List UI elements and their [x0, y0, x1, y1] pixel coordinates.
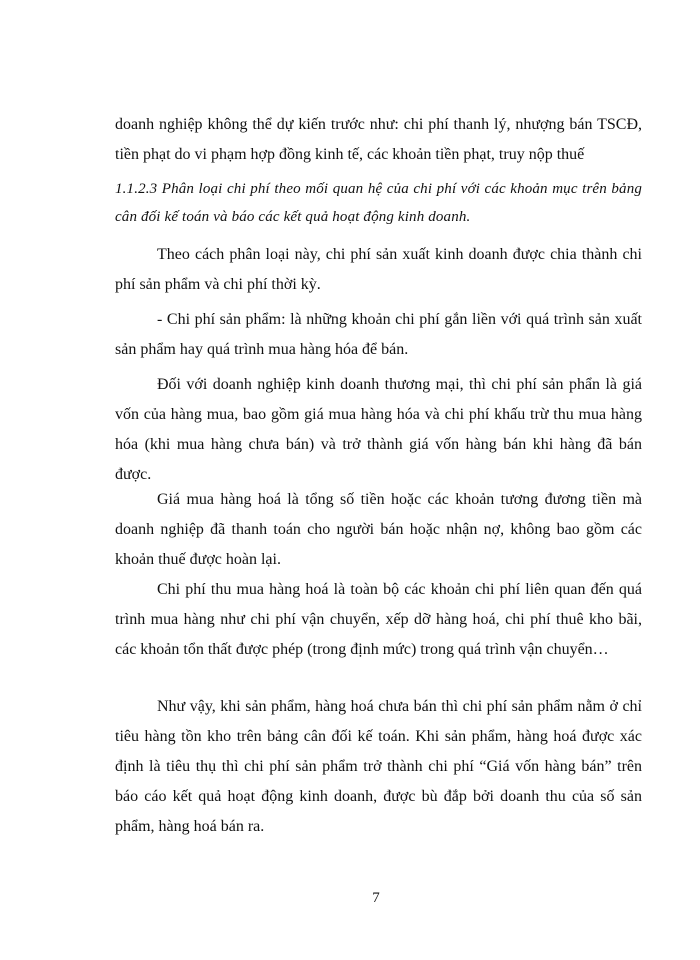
paragraph: Giá mua hàng hoá là tổng số tiền hoặc các khoản tương đương tiền mà doanh nghiệp đã thanh toán cho người bán hoặc nhận nợ, không bao gồm các khoản thuế được hoàn lại. — [115, 491, 642, 568]
paragraph: Theo cách phân loại này, chi phí sản xuất kinh doanh được chia thành chi phí sản phẩm và chi phí thời kỳ. — [115, 246, 642, 293]
section-heading: 1.1.2.3 Phân loại chi phí theo mối quan hệ của chi phí với các khoản mục trên bảng cân đối kế toán và báo các kết quả hoạt động kinh doanh. — [115, 181, 642, 225]
paragraph: Chi phí thu mua hàng hoá là toàn bộ các khoản chi phí liên quan đến quá trình mua hàng như chi phí vận chuyển, xếp dỡ hàng hoá, chi phí thuê kho bãi, các khoản tổn thất được phép (trong định mức) trong quá trình vận chuyển… — [115, 581, 642, 658]
paragraph-continuation: doanh nghiệp không thể dự kiến trước như: chi phí thanh lý, nhượng bán TSCĐ, tiền phạt do vi phạm hợp đồng kinh tế, các khoản tiền phạt, truy nộp thuế — [115, 116, 642, 163]
page-number: 7 — [372, 890, 380, 906]
paragraph: Như vậy, khi sản phẩm, hàng hoá chưa bán thì chi phí sản phẩm nằm ở chỉ tiêu hàng tồn kho trên bảng cân đối kế toán. Khi sản phẩm, hàng hoá được xác định là tiêu thụ thì chi phí sản phẩm trở thành chi phí “Giá vốn hàng bán” trên báo cáo kết quả hoạt động kinh doanh, được bù đắp bởi doanh thu của số sản phẩm, hàng hoá bán ra. — [115, 698, 642, 835]
paragraph: Đối với doanh nghiệp kinh doanh thương mại, thì chi phí sản phẩn là giá vốn của hàng mua, bao gồm giá mua hàng hóa và chi phí khấu trừ thu mua hàng hóa (khi mua hàng chưa bán) và trở thành giá vốn hàng bán khi hàng đã bán được. — [115, 376, 642, 483]
paragraph: - Chi phí sản phẩm: là những khoản chi phí gắn liền với quá trình sản xuất sản phẩm hay quá trình mua hàng hóa để bán. — [115, 311, 642, 358]
